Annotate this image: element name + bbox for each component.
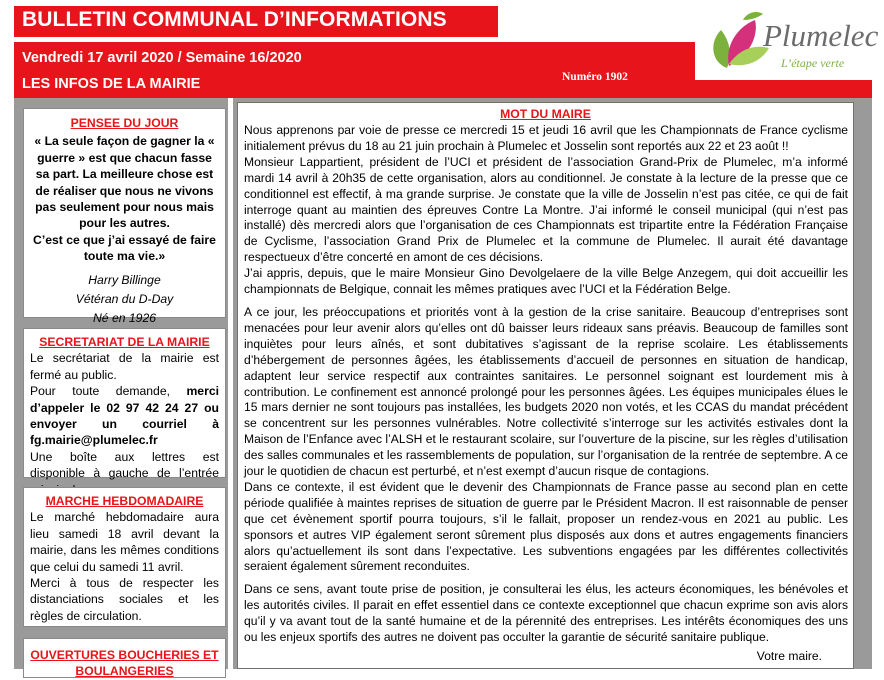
- mot-paragraph: Monsieur Lappartient, président de l’UCI et président de l’association Grand-Prix de Plumelec, m’a informé mardi 14 avril à 20h35 de cette organisation, alors au conditionnel. Je constate à la lecture de la presse que ce conditionnel est effectif, à ma grande surprise. Je constate que la ville de Josselin n’est pas citée, ce qui de fait interroge quant au maintien des épreuves Contre La Montre. J’ai informé le conseil municipal (qui n’est pas installé) dès mercredi alors que l’organisation de ces Championnats est tripartite entre la Fédération Française de Cyclisme, l’association Grand Prix de Plumelec et la commune de Plumelec. Il aurait été davantage respectueux d’être concerté en amont de ces décisions.: [244, 154, 848, 265]
- pensee-box: [23, 108, 226, 325]
- mot-paragraph: Dans ce contexte, il est évident que le devenir des Championnats de France passe au second plan en cette période qualifiée à maintes reprises de situation de guerre par le Président Macron. Il est raisonnable de penser que cet évènement sportif pourra toujours, s’il le fallait, proposer un rendez-vous en 2021 au public. Les sponsors et autres VIP également seront sûrement plus disposés aux dons et autres engagements financiers alors qu’actuellement ils sont dans l’expectative. Les subventions engagées par les différentes collectivités seraient également sûrement reconduites.: [244, 479, 848, 574]
- marche-title: MARCHE HEBDOMADAIRE: [45, 494, 204, 508]
- secretariat-text-2: [30, 383, 219, 449]
- mot-text: [244, 123, 848, 665]
- pensee-title: PENSEE DU JOUR: [70, 116, 179, 130]
- pensee-author-born: Né en 1926: [92, 310, 157, 325]
- pensee-quote-end: C’est ce que j’ai essayé de faire toute ma vie.»: [33, 232, 216, 264]
- secretariat-text-2-intro: Pour toute demande,: [30, 384, 187, 399]
- mot-du-maire-box: [237, 102, 854, 669]
- ouvertures-title: OUVERTURES BOUCHERIES ET BOULANGERIES: [30, 648, 219, 679]
- secretariat-text-3: Une boîte aux lettres est disponible à gauche de l’entrée: [30, 449, 219, 481]
- issue-number: Numéro 1902: [562, 71, 628, 83]
- logo-name: Plumelec: [763, 18, 879, 53]
- plumelec-logo: [695, 6, 879, 80]
- secretariat-box: [23, 328, 226, 481]
- bulletin-title: BULLETIN COMMUNAL D’INFORMATIONS: [22, 8, 447, 31]
- mot-paragraph: Dans ce sens, avant toute prise de position, je consulterai les élus, les acteurs économiques, les bénévoles et les autorités civiles. Il parait en effet essentiel dans ce contexte exceptionnel que chacun exprime son avis alors qu’il y va avant tout de la santé humaine et de la pérennité des entreprises. Les intérêts économiques des uns ou les enjeux sportifs des autres ne doivent pas occulter la garantie de sécurité sanitaire publique.: [244, 582, 848, 645]
- mot-paragraph: Nous apprenons par voie de presse ce mercredi 15 et jeudi 16 avril que les Championnats de France cyclisme initialement prévus du 18 au 21 juin prochain à Plumelec et Josselin sont reportés aux 22 et 23 août !!: [244, 123, 848, 153]
- mot-signature: Votre maire.: [756, 649, 822, 663]
- mot-paragraph: A ce jour, les préoccupations et priorités vont à la gestion de la crise sanitaire. Beaucoup d’entreprises sont menacées pour leur avenir alors qu’elles ont dû baisser leurs rideaux sans préavis. Beaucoup de familles sont inquiètes pour leurs aînés, et sont dubitatives s’agissant de la reprise scolaire. Les établissements d’hébergement de personnes âgées, les établissements d’accueil de personnes en situation de handicap, adaptent leur service respectif aux contraintes sanitaires. Le personnel soignant est lourdement mis à contribution. Le confinement est annoncé prolongé pour les personnes âgées. Les équipes municipales élues le 15 mars dernier ne sont toujours pas installées, les budgets 2020 non votés, et les CCAS du mandat précédent se concentrent sur les personnes vulnérables. Notre collectivité s’interroge sur les activités estivales dont la Maison de l’Enfance avec l’ALSH et le restaurant scolaire, sur l’ouverture de la piscine, sur les règles d’utilisation des salles communales et les rassemblements de population, sur l’organisation de la rentrée de septembre. A ce jour le quotidien de chacun est perturbé, et n’est exempt d’aucun risque de contagions.: [244, 304, 848, 479]
- marche-box: [23, 487, 226, 627]
- mot-title: MOT DU MAIRE: [500, 107, 591, 121]
- secretariat-title: SECRETARIAT DE LA MAIRIE: [39, 335, 210, 349]
- pensee-author-block: [30, 271, 219, 328]
- pensee-author: Harry Billinge: [88, 272, 161, 287]
- ouvertures-box: [23, 638, 226, 678]
- issue-date: Vendredi 17 avril 2020 / Semaine 16/2020: [22, 50, 302, 66]
- section-title: LES INFOS DE LA MAIRIE: [22, 76, 201, 92]
- logo-tagline: L’étape verte: [781, 56, 845, 70]
- marche-text-1: Le marché hebdomadaire aura lieu samedi 18 avril devant la mairie, dans les mêmes conditions que celui du samedi 11 avril.: [30, 510, 219, 574]
- secretariat-text-1: Le secrétariat de la mairie est fermé au public.: [30, 351, 219, 382]
- marche-text-2: Merci à tous de respecter les distanciations sociales et les règles de circulation.: [30, 576, 219, 623]
- mot-paragraph: J’ai appris, depuis, que le maire Monsieur Gino Devolgelaere de la ville Belge Anzegem, qui doit accueillir les championnats de Belgique, connait les mêmes pratiques avec l’UCI et la Fédération Belge.: [244, 266, 848, 297]
- pensee-quote: « La seule façon de gagner la « guerre » est que chacun fasse sa part. La meilleure chose est de réaliser que nous ne vivons pas seulement pour nous mais pour les autres.: [34, 134, 215, 231]
- secretariat-contact: merci d’appeler le 02 97 42 24 27 ou envoyer un courriel à fg.mairie@plumelec.fr: [30, 384, 219, 448]
- pensee-author-role: Vétéran du D-Day: [75, 291, 174, 306]
